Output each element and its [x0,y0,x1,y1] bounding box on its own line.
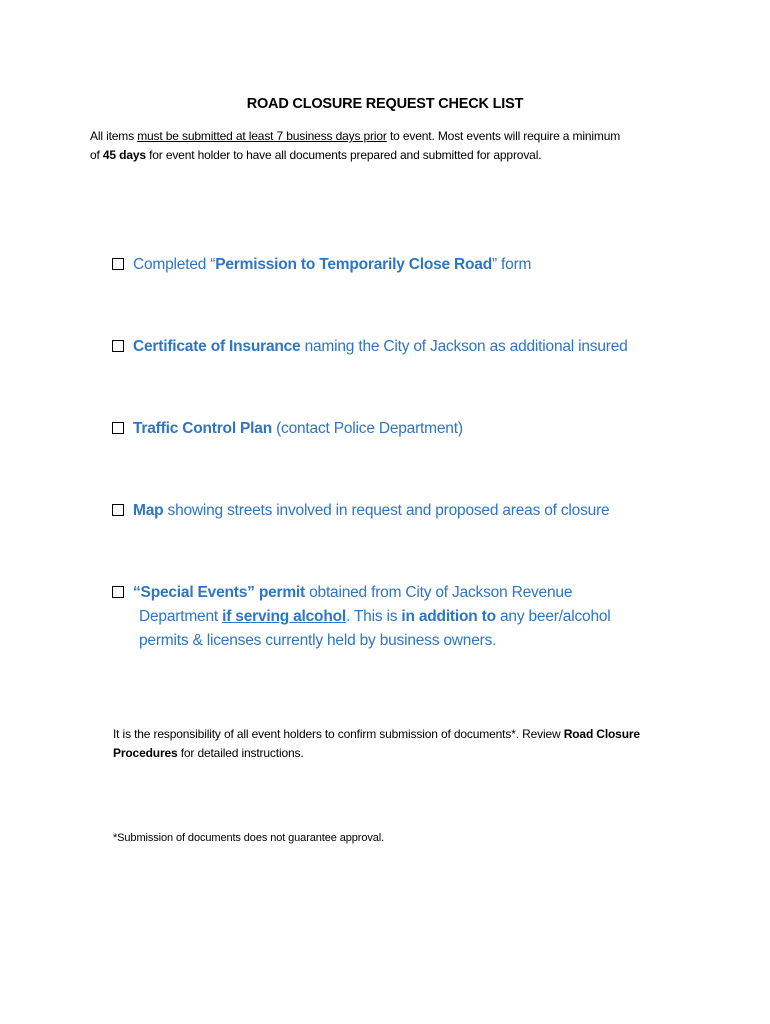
checkbox-icon[interactable] [112,586,124,598]
intro-deadline-underlined: must be submitted at least 7 business days prior [137,129,387,143]
item-text: naming the City of Jackson as additional insured [300,338,628,355]
item-line-2 [112,605,611,629]
item-bold-text: in addition to [401,608,496,625]
checklist-item-special-events-permit [112,581,611,653]
intro-text: for event holder to have all documents prepared and submitted for approval. [145,148,542,162]
item-bold-text: Traffic Control Plan [133,420,272,437]
note-text: for detailed instructions. [177,746,304,760]
intro-text: to event. Most events will require a minimum [386,129,621,143]
checkbox-icon[interactable] [112,504,124,516]
item-text: showing streets involved in request and proposed areas of closure [163,502,610,519]
item-text: Completed “ [133,256,216,273]
checklist-item-map [112,499,609,523]
item-bold-text: Map [133,502,164,519]
checkbox-icon[interactable] [112,422,124,434]
page-title: ROAD CLOSURE REQUEST CHECK LIST [246,96,524,112]
responsibility-note [113,725,673,763]
item-text: obtained from City of Jackson Revenue [305,584,573,601]
item-text: (contact Police Department) [271,420,463,437]
checkbox-icon[interactable] [112,258,124,270]
item-text: any beer/alcohol [495,608,611,625]
checklist-item-traffic-plan [112,417,463,441]
item-line-1 [112,581,611,605]
intro-text: All items [90,129,138,143]
checklist-item-permission-form [112,253,531,277]
checklist-item-insurance [112,335,628,359]
intro-days-bold: 45 days [102,148,146,162]
intro-text: of [90,148,103,162]
item-line-3: permits & licenses currently held by business owners. [139,632,497,649]
item-bold-text: Certificate of Insurance [133,338,301,355]
note-procedures-bold: Road Closure Procedures [113,727,640,760]
item-text: Department [139,608,223,625]
item-bold-text: Permission to Temporarily Close Road [215,256,492,273]
checkbox-icon[interactable] [112,340,124,352]
note-text: It is the responsibility of all event holders to confirm submission of documents*. Review [113,727,564,741]
footnote: *Submission of documents does not guarantee approval. [113,832,385,844]
item-text: . This is [345,608,402,625]
item-bold-text: “Special Events” permit [133,584,305,601]
intro-paragraph [90,127,690,165]
item-alcohol-condition: if serving alcohol [222,608,346,625]
item-text: ” form [491,256,532,273]
